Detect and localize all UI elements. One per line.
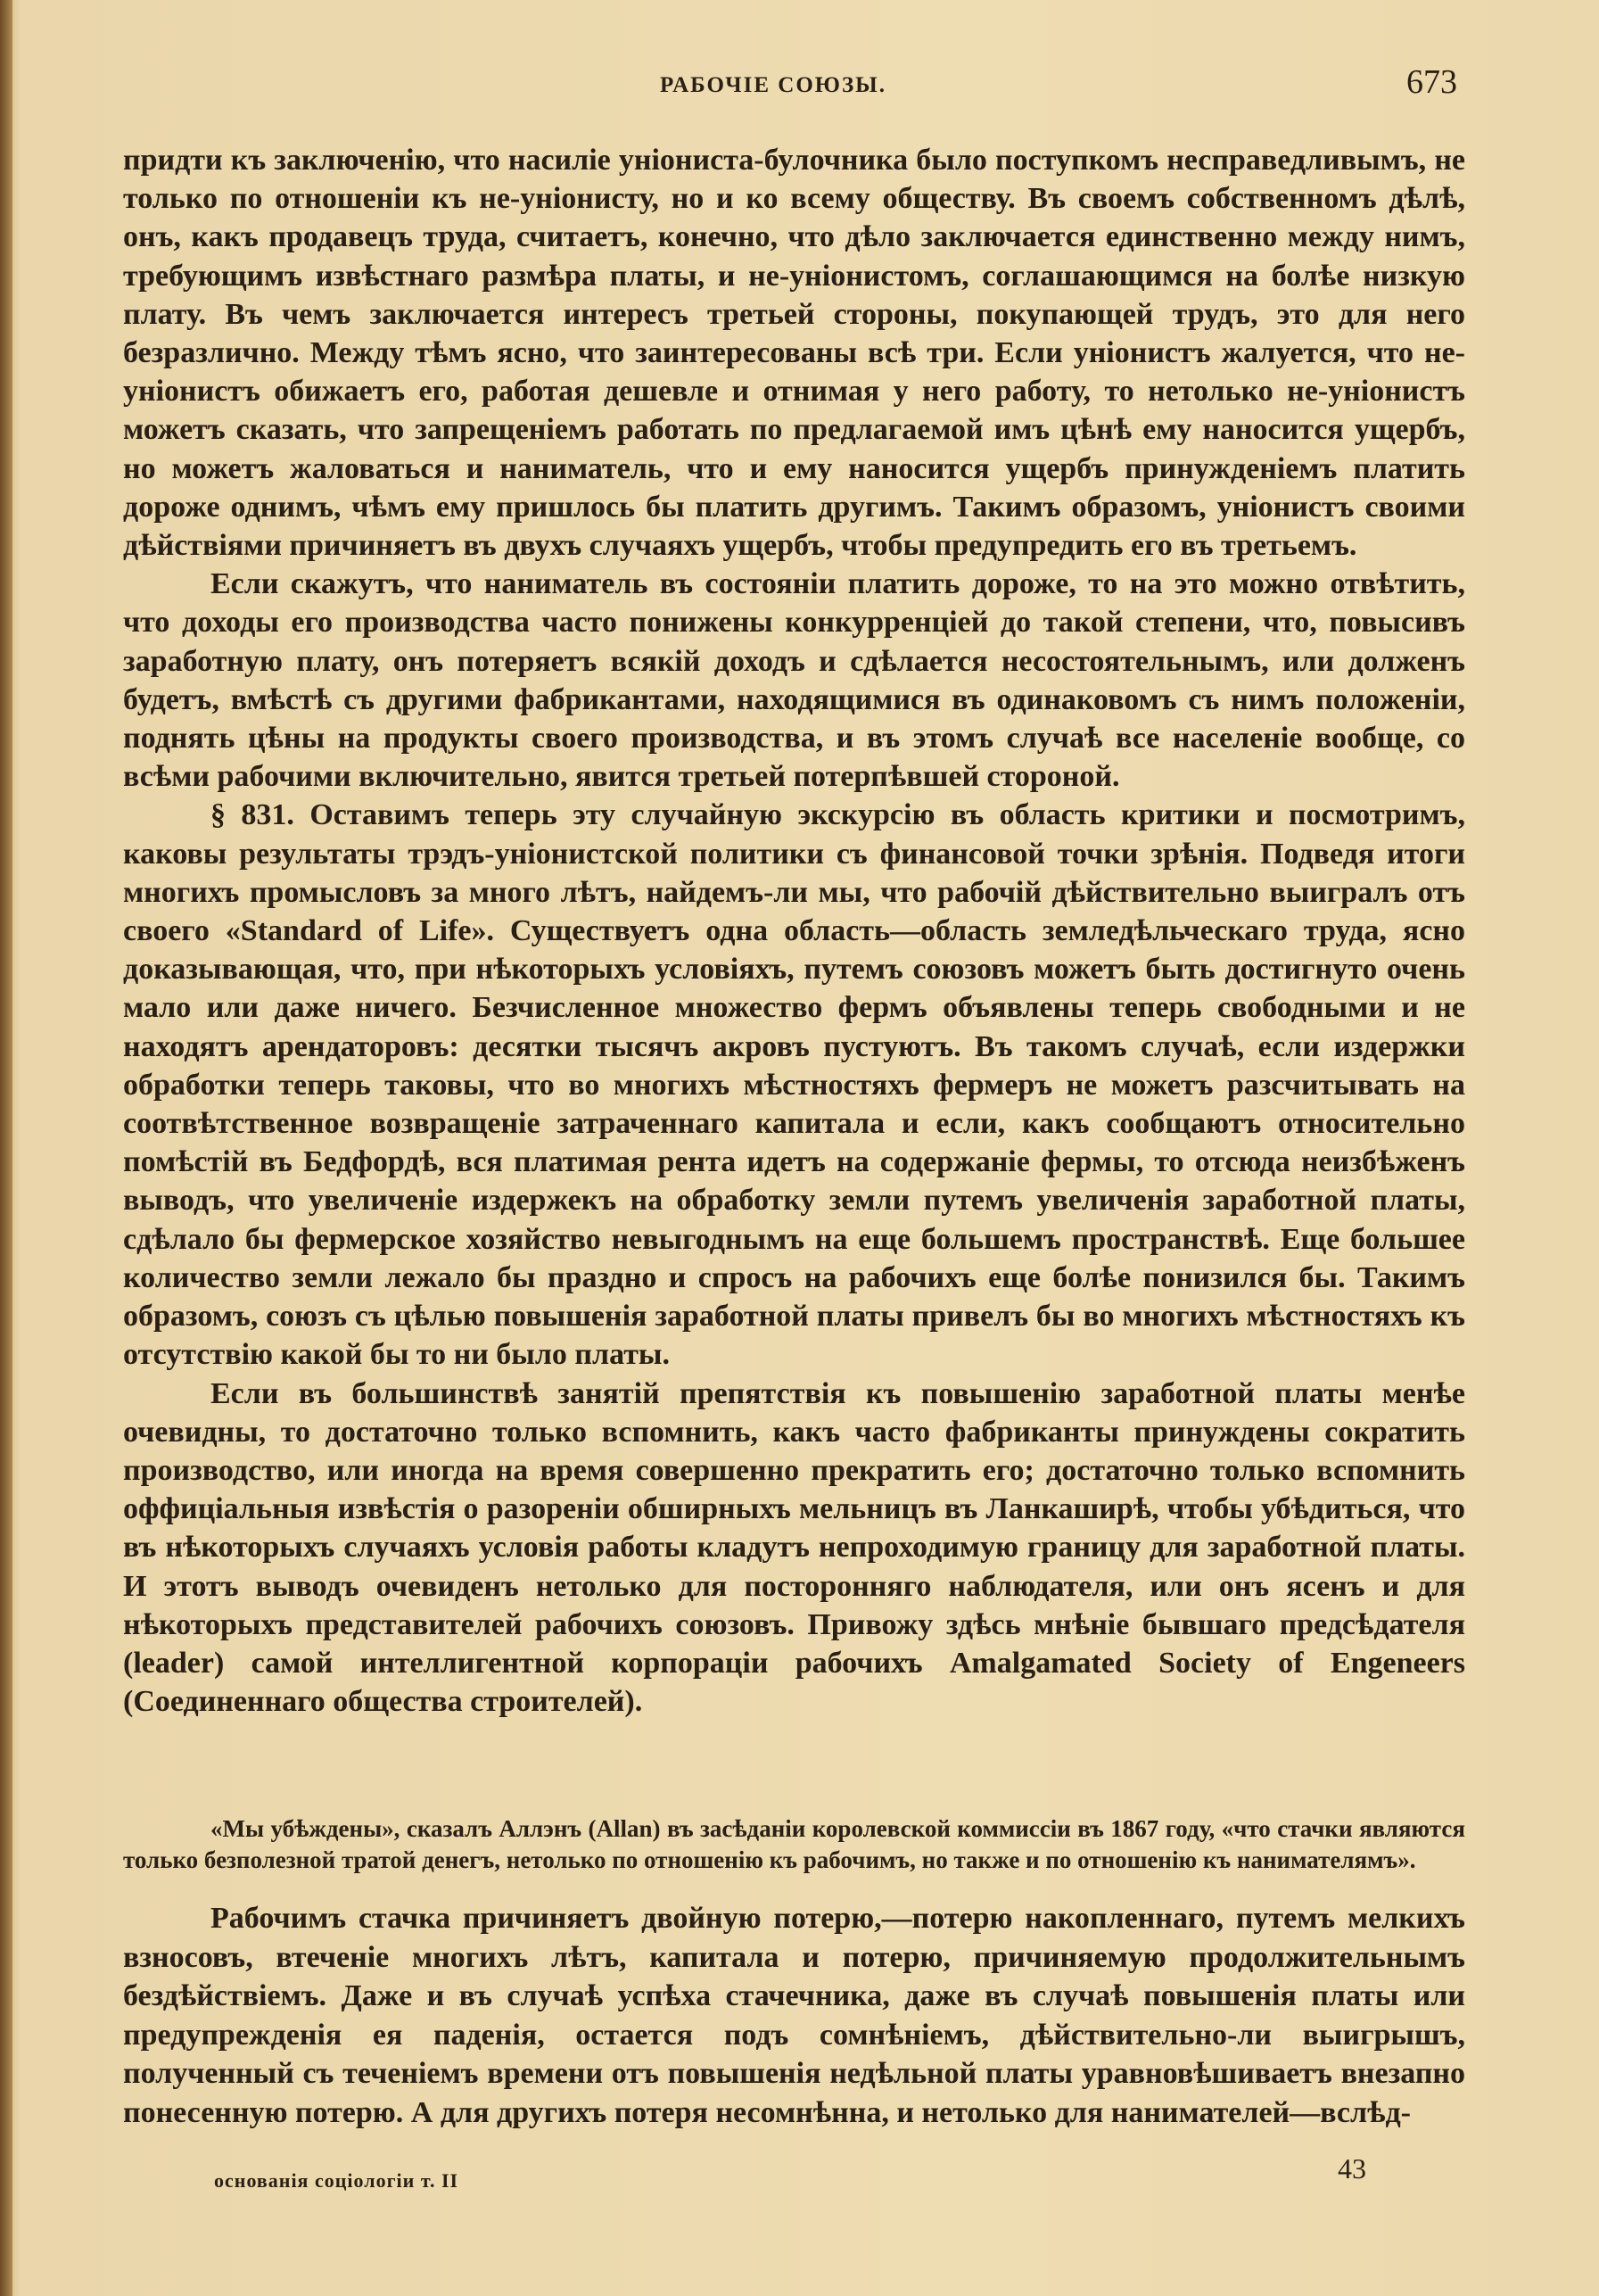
closing-paragraph: Рабочимъ стачка причиняетъ двойную потерю,—потерю накопленнаго, путемъ мелкихъ взносовъ, втеченіе многихъ лѣтъ, капитала и потерю, причиняемую продолжительнымъ бездѣйствіемъ. Даже и въ случаѣ успѣха стачечника, даже въ случаѣ повышенія платы или предупрежденія ея паденія, остается подъ сомнѣніемъ, дѣйствительно-ли выигрышъ, полученный съ теченіемъ времени отъ повышенія недѣльной платы уравновѣшиваетъ внезапно понесенную потерю. А для другихъ потеря несомнѣнна, и нетолько для нанимателей—вслѣд-: [123, 1902, 1465, 2129]
body-text: [123, 141, 1465, 1721]
paragraph-1: придти къ заключенію, что насиліе уніониста-булочника было поступкомъ несправедливымъ, не только по отношеніи къ не-уніонисту, но и ко всему обществу. Въ своемъ собственномъ дѣлѣ, онъ, какъ продавецъ труда, считаетъ, конечно, что дѣло заключается единственно между нимъ, требующимъ извѣстнаго размѣра платы, и не-уніонистомъ, соглашающимся на болѣе низкую плату. Въ чемъ заключается интересъ третьей стороны, покупающей трудъ, это для него безразлично. Между тѣмъ ясно, что заинтересованы всѣ три. Если уніонистъ жалуется, что не-уніонистъ обижаетъ его, работая дешевле и отнимая у него работу, то нетолько не-уніонистъ можетъ сказать, что запрещеніемъ работать по предлагаемой имъ цѣнѣ ему наносится ущербъ, но можетъ жаловаться и наниматель, что и ему наносится ущербъ принужденіемъ платить дороже однимъ, чѣмъ ему пришлось бы платить другимъ. Такимъ образомъ, уніонистъ своими дѣйствіями причиняетъ въ двухъ случаяхъ ущербъ, чтобы предупредить его въ третьемъ.: [123, 144, 1465, 563]
block-quote: «Мы убѣждены», сказалъ Аллэнъ (Allan) въ засѣданіи королевской коммиссіи въ 1867 году, «что стачки являются только безполезной тратой денегъ, нетолько по отношенію къ рабочимъ, но также и по отношенію къ нанимателямъ».: [123, 1815, 1465, 1873]
paragraph-4: Если въ большинствѣ занятій препятствія къ повышенію заработной платы менѣе очевидны, то достаточно только вспомнить, какъ часто фабриканты принуждены сократить производство, или иногда на время совершенно прекратить его; достаточно только вспомнить оффиціальныя извѣстія о разореніи обширныхъ мельницъ въ Ланкаширѣ, чтобы убѣдиться, что въ нѣкоторыхъ случаяхъ условія работы кладутъ непроходимую границу для заработной платы. И этотъ выводъ очевиденъ нетолько для посторонняго наблюдателя, или онъ ясенъ и для нѣкоторыхъ представителей рабочихъ союзовъ. Привожу здѣсь мнѣніе бывшаго предсѣдателя (leader) самой интеллигентной корпораціи рабочихъ Amalgamated Society of Engeneers (Соединеннаго общества строителей).: [123, 1376, 1465, 1719]
printer-signature: основанія соціологіи т. II: [214, 2169, 459, 2192]
running-title: РАБОЧІЕ СОЮЗЫ.: [660, 73, 886, 97]
sheet-number: 43: [1338, 2152, 1366, 2185]
paragraph-3-section-831: § 831. Оставимъ теперь эту случайную экскурсію въ область критики и посмотримъ, каковы результаты трэдъ-уніонистской политики съ финансовой точки зрѣнія. Подведя итоги многихъ промысловъ за много лѣтъ, найдемъ-ли мы, что рабочій дѣйствительно выигралъ отъ своего «Standard of Life». Существуетъ одна область—область земледѣльческаго труда, ясно доказывающая, что, при нѣкоторыхъ условіяхъ, путемъ союзовъ можетъ быть достигнуто очень мало или даже ничего. Безчисленное множество фермъ объявлены теперь свободными и не находятъ арендаторовъ: десятки тысячъ акровъ пустуютъ. Въ такомъ случаѣ, если издержки обработки теперь таковы, что во многихъ мѣстностяхъ фермеръ не можетъ разсчитывать на соотвѣтственное возвращеніе затраченнаго капитала и если, какъ сообщаютъ относительно помѣстій въ Бедфордѣ, вся платимая рента идетъ на содержаніе фермы, то отсюда неизбѣженъ выводъ, что увеличеніе издержекъ на обработку земли путемъ увеличенія заработной платы, сдѣлало бы фермерское хозяйство невыгоднымъ на еще большемъ пространствѣ. Еще большее количество земли лежало бы праздно и спросъ на рабочихъ еще болѣе понизился бы. Такимъ образомъ, союзъ съ цѣлью повышенія заработной платы привелъ бы во многихъ мѣстностяхъ къ отсутствію какой бы то ни было платы.: [123, 798, 1465, 1372]
page-header: [125, 62, 1463, 107]
body-text-continued: [123, 1899, 1465, 2132]
page-number: 673: [1406, 63, 1457, 101]
paragraph-2: Если скажутъ, что наниматель въ состояніи платить дороже, то на это можно отвѣтить, что доходы его производства часто понижены конкурренціей до такой степени, что, повысивъ заработную плату, онъ потеряетъ всякій доходъ и сдѣлается несостоятельнымъ, или долженъ будетъ, вмѣстѣ съ другими фабрикантами, находящимися въ одинаковомъ съ нимъ положеніи, поднять цѣны на продукты своего производства, и въ этомъ случаѣ все населеніе вообще, со всѣми рабочими включительно, явится третьей потерпѣвшей стороной.: [123, 567, 1465, 794]
page-gutter: [0, 0, 12, 2296]
